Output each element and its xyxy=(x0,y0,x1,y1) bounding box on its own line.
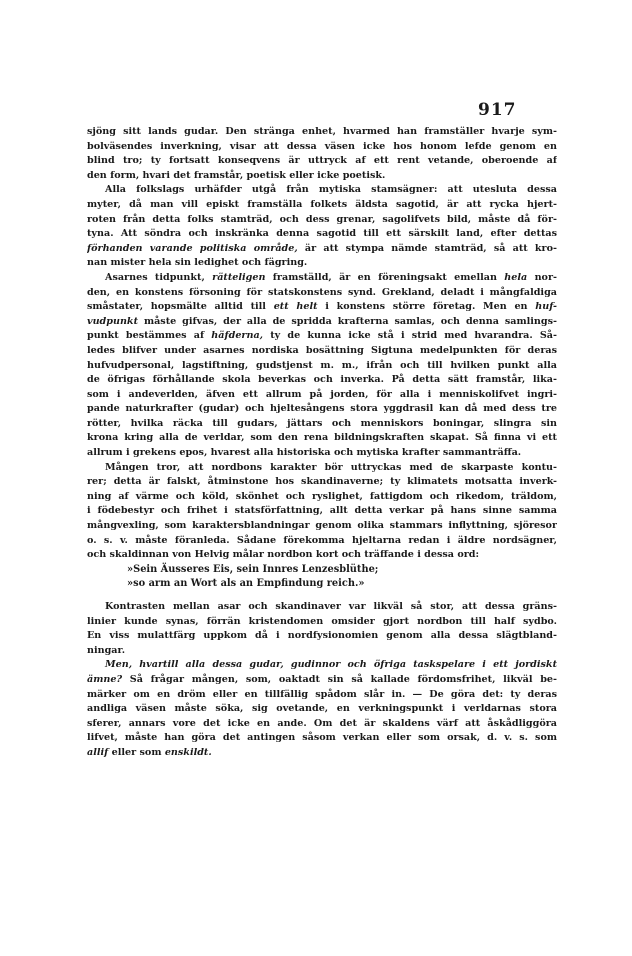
text-line: Alla folkslags urhäfder utgå från mytiska stamsägner: att utesluta dessa xyxy=(105,184,557,196)
text-run: i konstens större företag. Men en xyxy=(317,301,536,313)
text-line: pande naturkrafter (gudar) och hjeltesångens stora yggdrasil kan då med dess tre xyxy=(87,403,557,415)
section-gap xyxy=(87,592,557,600)
italic-phrase: huf- xyxy=(535,301,557,313)
text-line: myter, då man vill episkt framställa folkets äldsta sagotid, är att rycka hjert- xyxy=(87,198,557,210)
text-line: rer; detta är falskt, åtminstone hos skandinaverne; ty klimatets motsatta inverk- xyxy=(87,476,557,488)
text-line: rötter, hvilka räcka till gudars, jättars och menniskors boningar, slingra sin xyxy=(87,417,557,429)
italic-phrase: häfderna, xyxy=(211,330,264,342)
text-line xyxy=(87,329,557,344)
verse-quote xyxy=(87,563,557,592)
text-line: märker om en dröm eller en tillfällig spådom slår in. — De göra det: ty deras xyxy=(87,688,557,700)
text-line: mångvexling, som karaktersblandningar genom olika stammars inflyttning, sjöresor xyxy=(87,520,557,532)
text-run: Asarnes tidpunkt, xyxy=(105,271,213,283)
italic-phrase: Men, hvartill alla dessa gudar, gudinnor och öfriga taskspelare i ett jordiskt xyxy=(105,659,557,671)
text-line: nan mister hela sin ledighet och fägring. xyxy=(87,257,308,269)
text-line: En viss mulattfärg uppkom då i nordfysionomien genom alla dessa slägtbland- xyxy=(87,630,557,642)
italic-phrase: ämne? xyxy=(87,673,123,685)
text-run: punkt bestämmes af xyxy=(87,330,212,342)
text-line xyxy=(87,242,557,257)
text-line: blind tro; ty fortsatt konseqvens är uttryck af ett rent vetande, oberoende af xyxy=(87,155,557,167)
quote-line: »Sein Äusseres Eis, sein Innres Lenzesblüthe; xyxy=(127,563,379,575)
text-run: måste gifvas, der alla de spridda krafterna samlas, och denna samlings- xyxy=(138,315,557,327)
text-line: den form, hvari det framstår, poetisk eller icke poetisk. xyxy=(87,169,386,181)
text-line: krona kring alla de verldar, som den rena bildningskraften skapat. Så finna vi ett xyxy=(87,432,557,444)
text-line: allrum i grekens epos, hvarest alla historiska och mytiska krafter sammanträffa. xyxy=(87,447,522,459)
italic-phrase: allif xyxy=(87,746,109,758)
paragraph-3 xyxy=(87,271,557,461)
text-line xyxy=(87,300,557,315)
text-line: roten från detta folks stamträd, och dess grenar, sagolifvets bild, måste då för- xyxy=(87,213,557,225)
text-line: sferer, annars vore det icke en ande. Om det är skaldens värf att åskådliggöra xyxy=(87,717,557,729)
paragraph-2 xyxy=(87,183,557,271)
text-run: framställd, är en föreningsakt emellan xyxy=(265,271,505,283)
text-run: Så frågar mången, som, oaktadt sin så kallade fördomsfrihet, likväl be- xyxy=(122,673,557,685)
text-line xyxy=(87,271,557,286)
text-run: eller som xyxy=(108,746,165,758)
paragraph-6 xyxy=(87,658,557,760)
text-line: som i andeverlden, äfven ett allrum på jorden, för alla i menniskolifvet ingri- xyxy=(87,388,557,400)
text-run: ty de kunna icke stå i strid med hvarandra. Så- xyxy=(263,330,557,342)
text-line xyxy=(87,746,557,761)
paragraph-1 xyxy=(87,125,557,183)
italic-phrase: hela xyxy=(504,271,528,283)
text-line: de öfrigas förhållande skola beverkas och inverka. På detta sätt framstår, lika- xyxy=(87,374,557,386)
text-line: ning af värme och köld, skönhet och ryslighet, fattigdom och rikedom, träldom, xyxy=(87,490,557,502)
text-line: ningar. xyxy=(87,644,126,656)
text-line: i födebestyr och frihet i statsförfattning, allt detta verkar på hans sinne samma xyxy=(87,505,557,517)
text-line xyxy=(87,673,557,688)
italic-phrase: rätteligen xyxy=(212,271,266,283)
text-line: lifvet, måste han göra det antingen såsom verkan eller som orsak, d. v. s. som xyxy=(87,732,557,744)
text-line xyxy=(87,315,557,330)
text-run: är att stympa nämde stamträd, så att kro- xyxy=(297,242,557,254)
text-line: hufvudpersonal, lagstiftning, gudstjenst m. m., ifrån och till hvilken punkt alla xyxy=(87,359,557,371)
text-run: småstater, hopsmälte alltid till xyxy=(87,301,274,313)
text-line xyxy=(87,658,557,673)
paragraph-5 xyxy=(87,600,557,658)
italic-phrase: vudpunkt xyxy=(87,315,138,327)
italic-phrase: enskildt. xyxy=(164,746,212,758)
italic-phrase: ett helt xyxy=(273,301,318,313)
text-line: ledes blifver under asarnes nordiska bosättning Sigtuna medelpunkten för deras xyxy=(87,344,557,356)
body-text xyxy=(87,125,557,761)
quote-line: »so arm an Wort als an Empfindung reich.» xyxy=(127,578,365,590)
text-line: linier kunde synas, förrän kristendomen omsider gjort nordbon till half sydbo. xyxy=(87,615,557,627)
page-number: 917 xyxy=(478,100,517,120)
text-line: sjöng sitt lands gudar. Den stränga enhet, hvarmed han framställer hvarje sym- xyxy=(87,126,557,137)
text-run: nor- xyxy=(527,271,557,283)
text-line: andliga väsen måste söka, sig ovetande, en verkningspunkt i verldarnas stora xyxy=(87,703,557,715)
italic-phrase: förhanden varande politiska område, xyxy=(87,242,298,254)
text-line: och skaldinnan von Helvig målar nordbon kort och träffande i dessa ord: xyxy=(87,549,480,561)
text-line: bolväsendes inverkning, visar att dessa väsen icke hos honom lefde genom en xyxy=(87,140,557,152)
text-line: Mången tror, att nordbons karakter bör uttryckas med de skarpaste kontu- xyxy=(105,461,557,473)
paragraph-4 xyxy=(87,461,557,563)
text-line: o. s. v. måste föranleda. Sådane förekomma hjeltarna redan i äldre nordsägner, xyxy=(87,534,557,546)
text-line: den, en konstens försoning för statskonstens synd. Grekland, deladt i mångfaldiga xyxy=(87,286,557,298)
text-line: Kontrasten mellan asar och skandinaver var likväl så stor, att dessa gräns- xyxy=(105,601,557,612)
text-line: tyna. Att söndra och inskränka denna sagotid till ett särskilt land, efter dettas xyxy=(87,228,557,240)
